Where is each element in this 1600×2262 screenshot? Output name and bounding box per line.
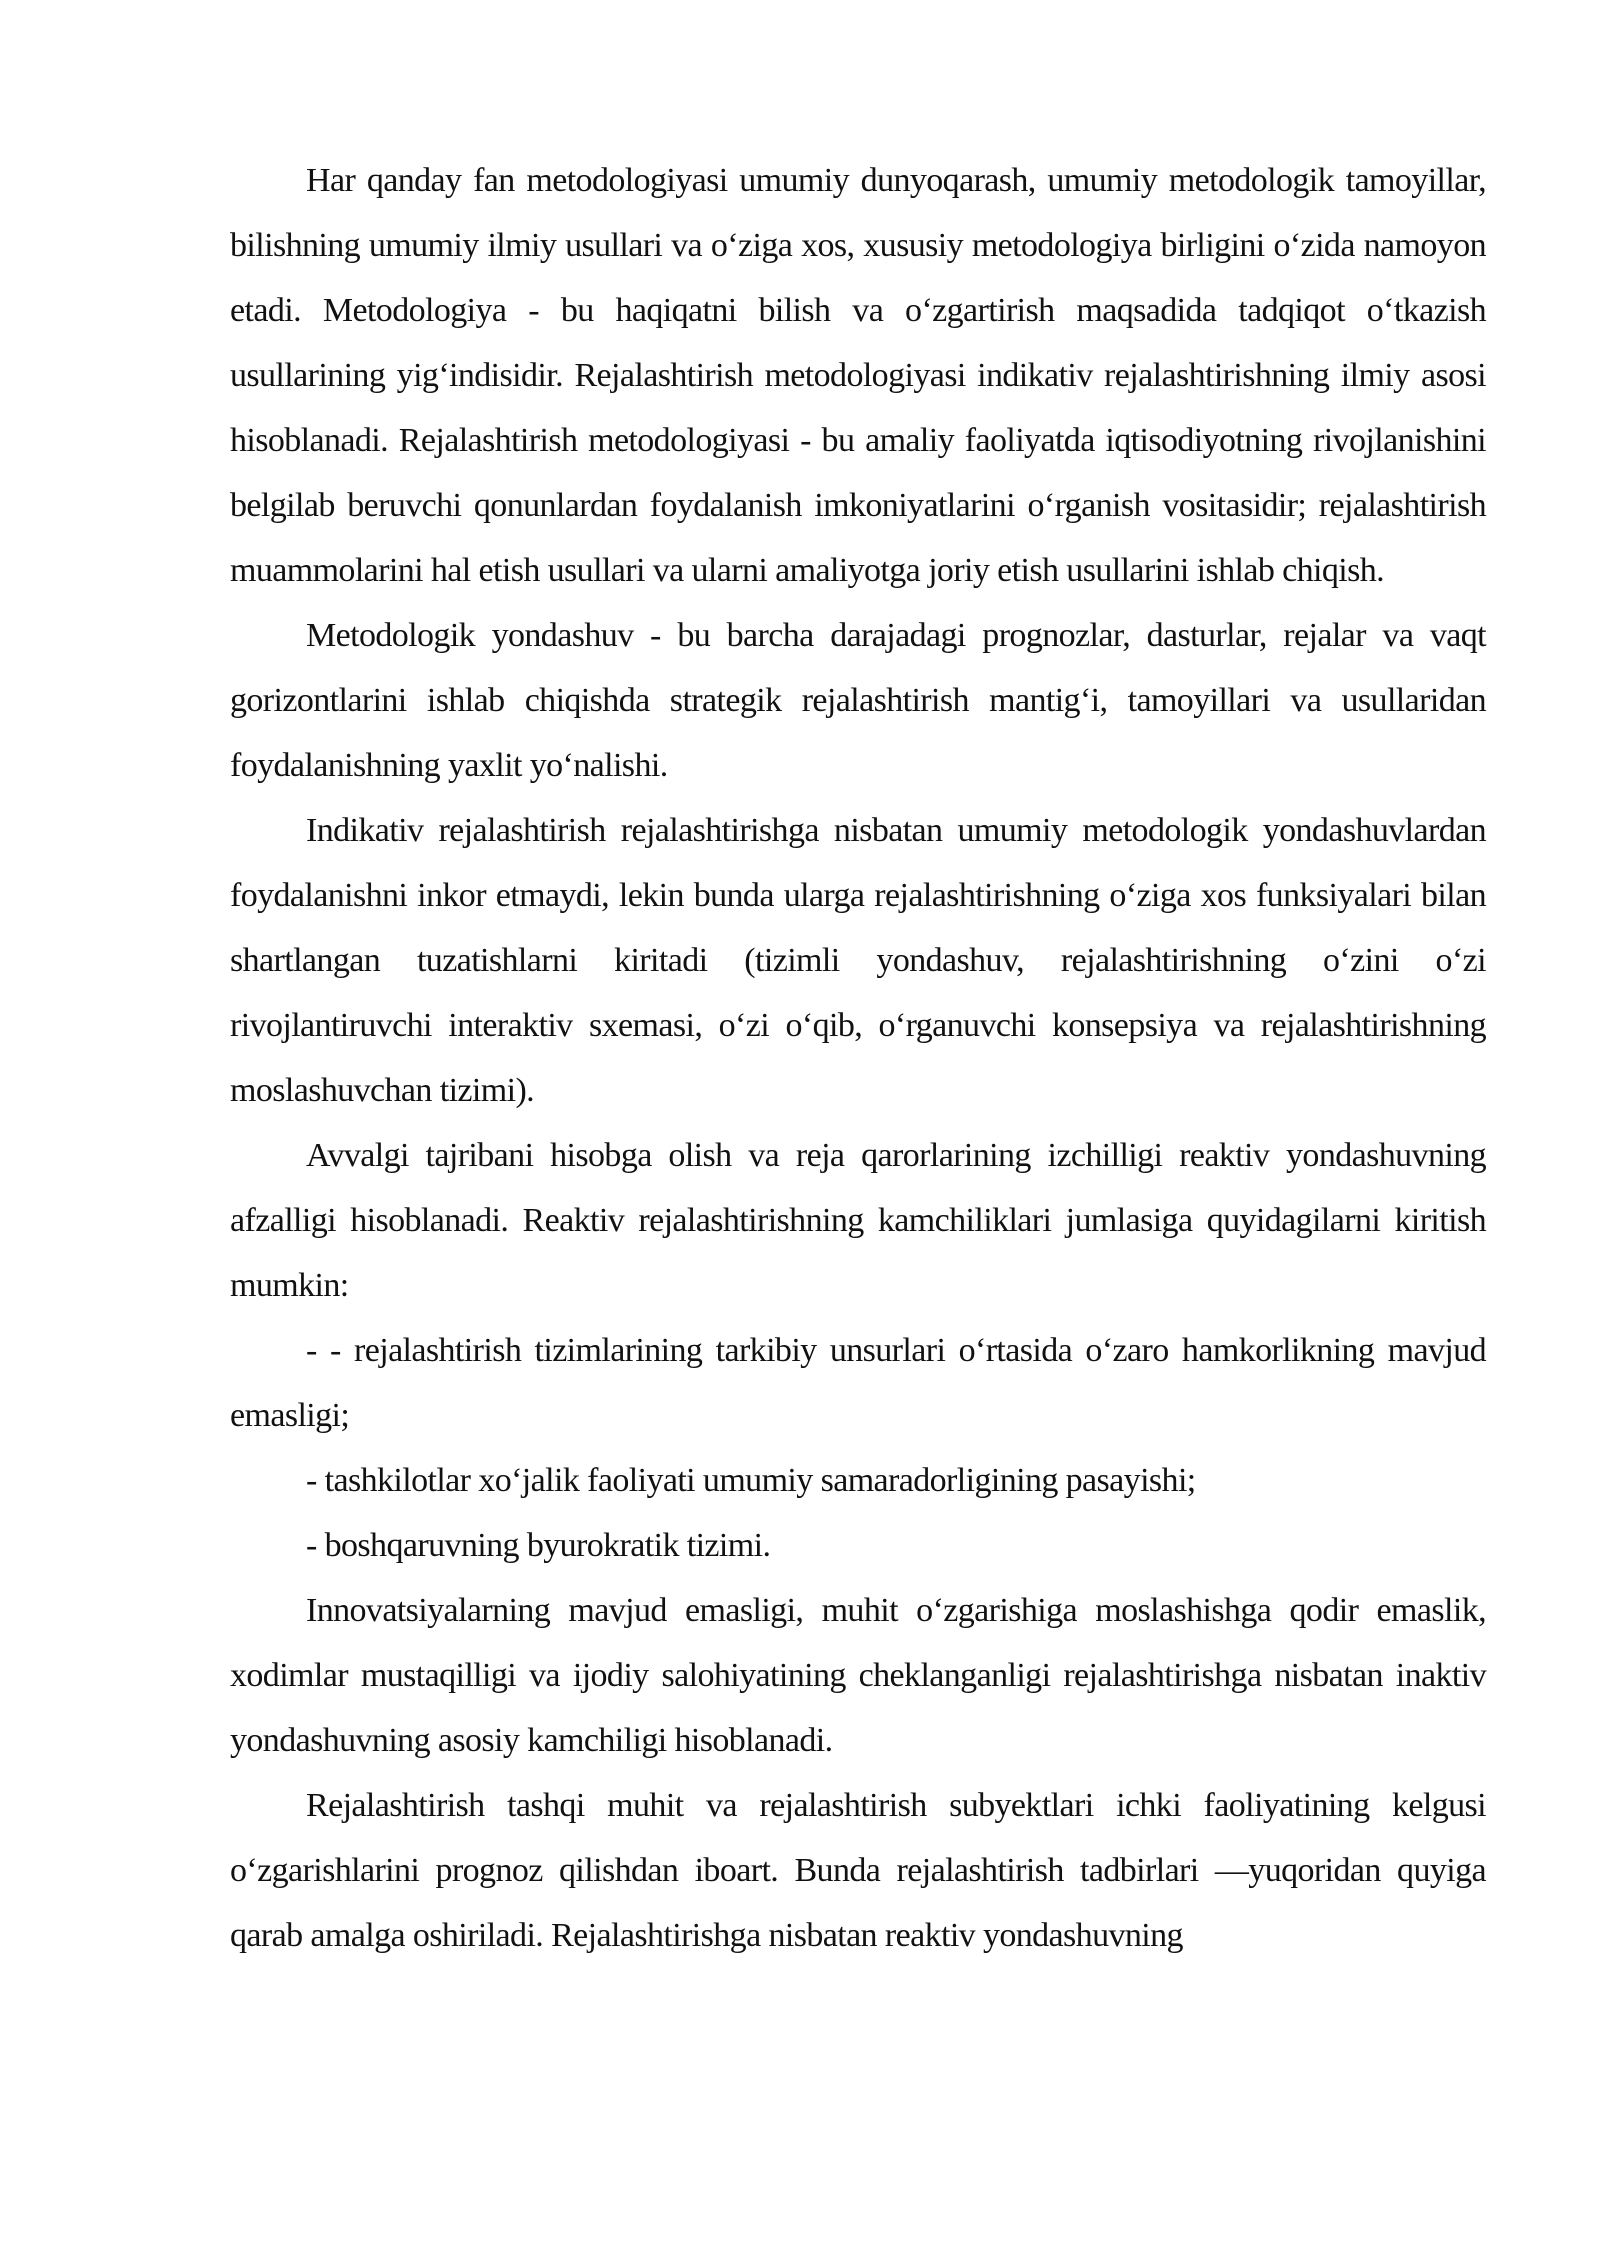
paragraph-reactive-approach: Avvalgi tajribani hisobga olish va reja qarorlarining izchilligi reaktiv yondashuvning afzalligi hisoblanadi. Reaktiv rejalashtirishning kamchiliklari jumlasiga quyidagilarni kiritish mumkin: bbox=[230, 1137, 1486, 1304]
paragraph-inactive-approach: Innovatsiyalarning mavjud emasligi, muhit o‘zgarishiga moslashishga qodir emaslik, xodimlar mustaqilligi va ijodiy salohiyatining cheklanganligi rejalashtirishga nisbatan inaktiv yondashuvning asosiy kamchiligi hisoblanadi. bbox=[230, 1592, 1486, 1759]
paragraph-planning-forecast: Rejalashtirish tashqi muhit va rejalashtirish subyektlari ichki faoliyatining kelgusi o‘zgarishlarini prognoz qilishdan iboart. Bunda rejalashtirish tadbirlari ―yuqoridan quyiga qarab amalga oshiriladi. Rejalashtirishga nisbatan reaktiv yondashuvning bbox=[230, 1787, 1486, 1954]
document-page bbox=[230, 148, 1486, 1968]
list-item-bureaucracy: - boshqaruvning byurokratik tizimi. bbox=[306, 1527, 771, 1564]
paragraph-methodology-definition: Har qanday fan metodologiyasi umumiy dunyoqarash, umumiy metodologik tamoyillar, bilishning umumiy ilmiy usullari va o‘ziga xos, xususiy metodologiya birligini o‘zida namoyon etadi. Metodologiya - bu haqiqatni bilish va o‘zgartirish maqsadida tadqiqot o‘tkazish usullarining yig‘indisidir. Rejalashtirish metodologiyasi indikativ rejalashtirishning ilmiy asosi hisoblanadi. Rejalashtirish metodologiyasi - bu amaliy faoliyatda iqtisodiyotning rivojlanishini belgilab beruvchi qonunlardan foydalanish imkoniyatlarini o‘rganish vositasidir; rejalashtirish muammolarini hal etish usullari va ularni amaliyotga joriy etish usullarini ishlab chiqish. bbox=[230, 162, 1486, 589]
paragraph-methodological-approach: Metodologik yondashuv - bu barcha darajadagi prognozlar, dasturlar, rejalar va vaqt gorizontlarini ishlab chiqishda strategik rejalashtirish mantig‘i, tamoyillari va usullaridan foydalanishning yaxlit yo‘nalishi. bbox=[230, 617, 1486, 784]
paragraph-indicative-planning: Indikativ rejalashtirish rejalashtirishga nisbatan umumiy metodologik yondashuvlardan foydalanishni inkor etmaydi, lekin bunda ularga rejalashtirishning o‘ziga xos funksiyalari bilan shartlangan tuzatishlarni kiritadi (tizimli yondashuv, rejalashtirishning o‘zini o‘zi rivojlantiruvchi interaktiv sxemasi, o‘zi o‘qib, o‘rganuvchi konsepsiya va rejalashtirishning moslashuvchan tizimi). bbox=[230, 812, 1486, 1109]
list-item-cooperation: - - rejalashtirish tizimlarining tarkibiy unsurlari o‘rtasida o‘zaro hamkorlikning mavjud emasligi; bbox=[230, 1332, 1486, 1434]
list-item-efficiency: - tashkilotlar xo‘jalik faoliyati umumiy samaradorligining pasayishi; bbox=[306, 1462, 1196, 1499]
